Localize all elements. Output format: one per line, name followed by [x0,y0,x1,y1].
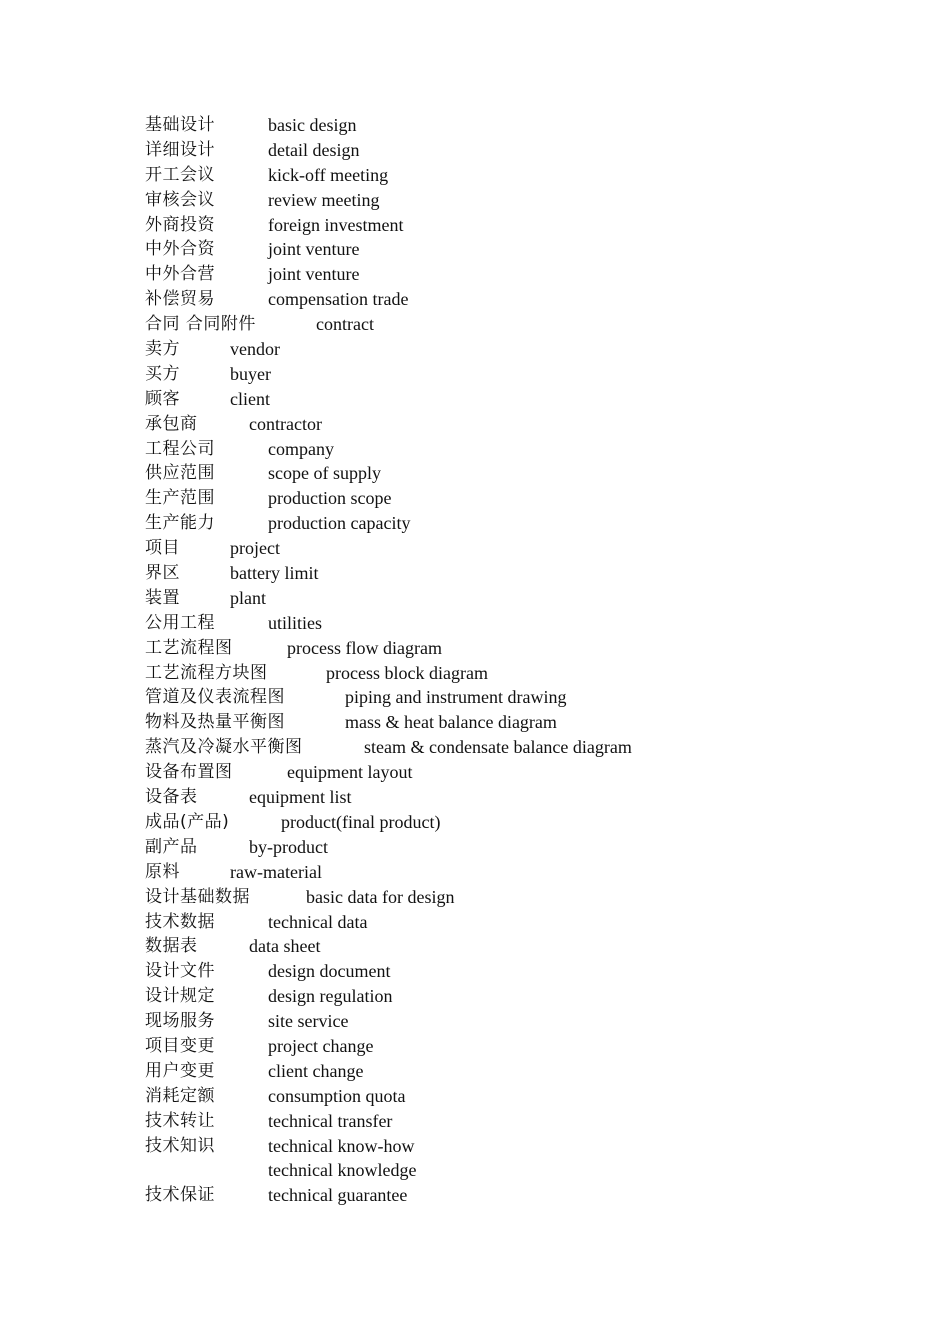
glossary-entry [145,685,765,710]
term-english: project [230,538,280,559]
term-chinese: 工程公司 [145,438,215,459]
glossary-entry [145,511,765,536]
term-english: detail design [268,139,360,160]
term-english: technical data [268,911,368,932]
term-chinese: 工艺流程方块图 [145,662,268,683]
term-english: joint venture [268,239,360,260]
term-english: review meeting [268,189,380,210]
term-chinese: 技术知识 [145,1135,215,1156]
term-english: technical knowledge [268,1160,417,1181]
glossary-entry [145,163,765,188]
term-english: foreign investment [268,214,404,235]
term-english: raw-material [230,861,322,882]
term-chinese: 界区 [145,563,180,584]
glossary-entry [145,1084,765,1109]
glossary-entry [145,1109,765,1134]
term-english: basic design [268,115,357,135]
glossary-entry [145,934,765,959]
term-chinese: 生产范围 [145,488,215,509]
term-chinese: 消耗定额 [145,1085,215,1106]
term-english: technical guarantee [268,1185,408,1206]
term-english: equipment list [249,787,352,808]
term-english: product(final product) [281,811,441,832]
term-chinese: 卖方 [145,339,180,360]
term-english: client change [268,1060,364,1081]
glossary-entry [145,586,765,611]
term-english: process flow diagram [287,637,442,658]
term-chinese: 中外合营 [145,264,215,285]
term-chinese: 技术转让 [145,1110,215,1131]
term-english: battery limit [230,563,319,584]
glossary-entry [145,287,765,312]
term-english: mass & heat balance diagram [345,712,557,733]
term-english: kick-off meeting [268,164,389,185]
term-english: consumption quota [268,1085,406,1106]
glossary-entry [145,984,765,1009]
glossary-entry [145,561,765,586]
glossary-entry [145,461,765,486]
term-english: data sheet [249,936,321,957]
glossary-entry [145,1034,765,1059]
term-english: utilities [268,612,322,633]
term-english: project change [268,1035,374,1056]
term-chinese: 原料 [145,861,180,882]
term-english: site service [268,1011,349,1032]
term-chinese: 合同 合同附件 [145,314,256,335]
term-english: vendor [230,339,280,360]
term-chinese: 数据表 [145,936,198,957]
glossary-entry [145,810,765,835]
term-chinese: 装置 [145,587,180,608]
term-chinese: 设计基础数据 [145,886,250,907]
glossary-entry [145,412,765,437]
term-chinese: 审核会议 [145,189,215,210]
glossary-entry [145,1134,765,1159]
term-chinese: 顾客 [145,388,180,409]
term-english: basic data for design [306,886,455,907]
glossary-entry [145,760,765,785]
term-chinese: 项目 [145,538,180,559]
glossary-entry [145,785,765,810]
glossary-entry [145,1059,765,1084]
term-english: compensation trade [268,289,409,310]
glossary-entry [145,1183,765,1208]
term-english: scope of supply [268,463,381,484]
glossary-entry [145,213,765,238]
term-english: buyer [230,363,271,384]
term-english: production scope [268,488,392,509]
term-english: steam & condensate balance diagram [364,737,632,758]
glossary-entry [145,1158,765,1183]
term-chinese: 公用工程 [145,612,215,633]
term-chinese: 生产能力 [145,513,215,534]
glossary-entry [145,262,765,287]
term-chinese: 开工会议 [145,164,215,185]
term-english: joint venture [268,264,360,285]
term-chinese: 工艺流程图 [145,637,233,658]
term-chinese: 副产品 [145,836,198,857]
glossary-entry [145,661,765,686]
term-chinese: 设备表 [145,787,198,808]
term-chinese: 设计文件 [145,961,215,982]
term-english: contractor [249,413,322,434]
glossary-entry [145,486,765,511]
glossary-entry [145,387,765,412]
glossary-entry [145,910,765,935]
term-english: equipment layout [287,762,413,783]
term-english: company [268,438,334,459]
glossary-entry [145,959,765,984]
term-chinese: 成品(产品) [145,811,230,832]
term-chinese: 供应范围 [145,463,215,484]
glossary-entry [145,885,765,910]
term-chinese: 物料及热量平衡图 [145,712,285,733]
glossary-entry [145,636,765,661]
term-chinese: 技术保证 [145,1185,215,1206]
glossary-entry [145,362,765,387]
term-english: process block diagram [326,662,488,683]
term-chinese: 买方 [145,363,180,384]
term-chinese: 外商投资 [145,214,215,235]
term-chinese: 详细设计 [145,139,215,160]
term-english: by-product [249,836,328,857]
term-english: technical transfer [268,1110,393,1131]
glossary-entry [145,138,765,163]
term-english: contract [316,314,374,335]
term-english: technical know-how [268,1135,415,1156]
term-chinese: 技术数据 [145,911,215,932]
glossary-entry [145,437,765,462]
glossary-entry [145,1009,765,1034]
glossary-entry [145,337,765,362]
glossary-list [145,113,765,1208]
term-english: design regulation [268,986,393,1007]
glossary-entry [145,835,765,860]
term-chinese: 基础设计 [145,115,215,135]
term-chinese: 用户变更 [145,1060,215,1081]
term-english: production capacity [268,513,411,534]
term-english: piping and instrument drawing [345,687,567,708]
term-chinese: 现场服务 [145,1011,215,1032]
term-chinese: 项目变更 [145,1035,215,1056]
glossary-entry [145,735,765,760]
term-chinese: 蒸汽及冷凝水平衡图 [145,737,303,758]
term-chinese: 设备布置图 [145,762,233,783]
term-chinese: 中外合资 [145,239,215,260]
glossary-entry [145,237,765,262]
term-english: client [230,388,270,409]
glossary-entry [145,536,765,561]
glossary-entry [145,113,765,138]
glossary-entry [145,312,765,337]
term-chinese: 承包商 [145,413,198,434]
term-english: plant [230,587,266,608]
glossary-entry [145,710,765,735]
term-english: design document [268,961,391,982]
glossary-entry [145,188,765,213]
glossary-entry [145,611,765,636]
term-chinese: 补偿贸易 [145,289,215,310]
term-chinese: 设计规定 [145,986,215,1007]
glossary-entry [145,860,765,885]
term-chinese: 管道及仪表流程图 [145,687,285,708]
